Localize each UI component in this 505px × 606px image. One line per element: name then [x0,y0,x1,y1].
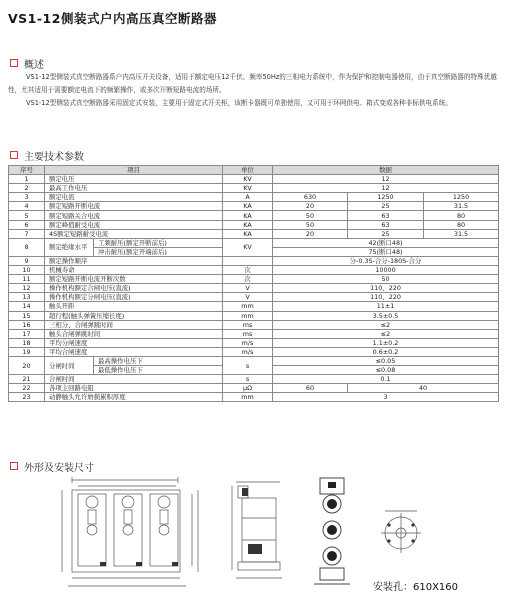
table-row: 13 操作机构额定分闸电压(直流) V 110、220 [9,293,499,302]
table-row: 2 最高工作电压 KV 12 [9,184,499,193]
header-unit: 单位 [223,166,273,175]
mounting-hole-size: 安装孔：610X160 [373,582,459,593]
table-row: 14 触头开距 mm 11±1 [9,302,499,311]
table-row: 冲击耐压(额定开端前后) 75(断口48) [9,247,499,256]
header-data: 数据 [273,166,499,175]
side-view-drawing [228,478,290,588]
table-row: 18 平均分闸速度 m/s 1.1±0.2 [9,338,499,347]
spec-table [8,165,499,402]
section-marker-icon [10,151,18,159]
table-row: 5 额定短路关合电流 KA 50 63 80 [9,211,499,220]
table-row: 4 额定短路开断电流 KA 20 25 31.5 [9,202,499,211]
table-row: 23 动静触头允许磨损累积厚度 mm 3 [9,393,499,402]
table-row: 6 额定峰值耐受电流 KA 50 63 80 [9,220,499,229]
section-marker-icon [10,59,18,67]
table-row: 3 额定电流 A 630 1250 1250 [9,193,499,202]
insulator-view-drawing [308,474,358,590]
header-no: 序号 [9,166,45,175]
front-view-drawing [58,474,208,592]
table-row: 17 触头合闸弹跳时间 ms ≤2 [9,329,499,338]
table-row: 16 三相分、合闸弹跳时间 ms ≤2 [9,320,499,329]
table-row: 15 超行程(触头弹簧压缩长度) mm 3.5±0.5 [9,311,499,320]
outline-heading: 外形及安装尺寸 [10,459,94,474]
table-header-row [9,166,499,175]
table-row: 21 合闸时间 s 0.1 [9,375,499,384]
table-row: 7 4S额定短路耐受电流 KA 20 25 31.5 [9,229,499,238]
table-row: 8 额定绝缘水平 工频耐压(额定开断前后) KV 42(断口48) [9,238,499,247]
overview-paragraph-1: VS1-12型侧装式真空断路器系户内高压开关设备，适用于额定电压12千伏、频率50Hz的三相电力系统中，作为保护和控制电器使用，由于真空断路器的特殊优越性，尤其适用于需要额定电流下的频繁操作，或多次开断短路电流的场所。 [8,73,497,94]
overview-paragraph-2: VS1-12型侧装式真空断路器采用固定式安装，主要用于固定式开关柜，该断卡器既可单独使用，又可用于环网供电、箱式变或各种非标供电系统。 [26,99,452,107]
table-row: 11 额定短路开断电流开断次数 次 50 [9,275,499,284]
table-row: 19 平均合闸速度 m/s 0.6±0.2 [9,347,499,356]
table-row: 22 各项主回路电阻 μΩ 60 40 [9,384,499,393]
page-title: VS1-12侧装式户内高压真空断路器 [8,11,217,26]
table-row: 9 额定操作顺序 分-0.3S-合分-180S-合分 [9,256,499,265]
table-row: 1 额定电压 KV 12 [9,175,499,184]
table-row: 20 分闸时间 最高操作电压下 s ≤0.05 [9,356,499,365]
section-marker-icon [10,462,18,470]
table-row: 12 操作机构额定合闸电压(直流) V 110、220 [9,284,499,293]
mounting-hole-drawing [375,505,427,561]
overview-heading: 概述 [10,56,44,71]
header-item: 项目 [45,166,223,175]
params-heading: 主要技术参数 [10,148,84,163]
table-row: 10 机械寿命 次 10000 [9,266,499,275]
table-row: 最低操作电压下 ≤0.08 [9,366,499,375]
